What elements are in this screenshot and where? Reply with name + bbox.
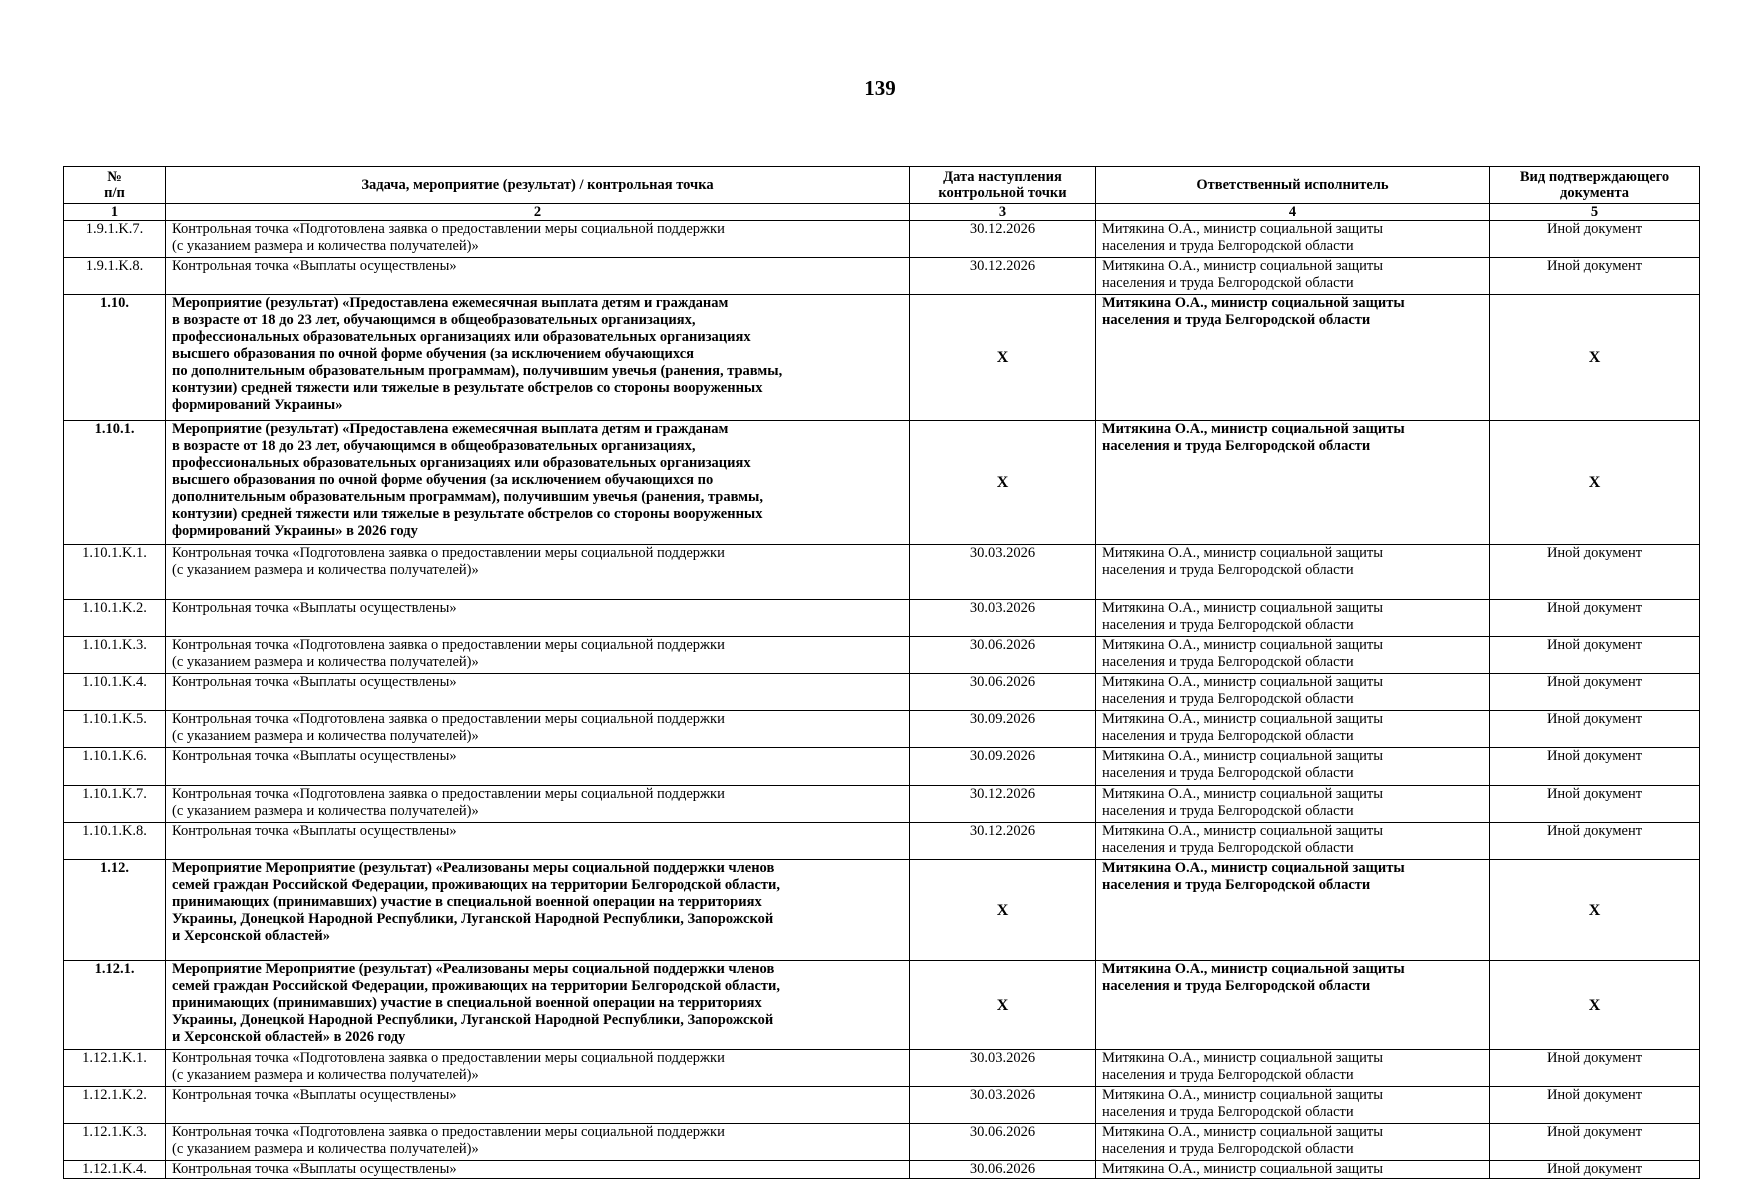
- column-number-cell: 1: [64, 204, 166, 221]
- table-row: [64, 711, 1700, 748]
- row-task: [166, 1050, 910, 1087]
- row-task: [166, 711, 910, 748]
- row-task: [166, 258, 910, 295]
- table-row: [64, 1050, 1700, 1087]
- row-task-line: Контрольная точка «Подготовлена заявка о предоставлении меры социальной поддержки: [172, 221, 725, 237]
- row-executor-line: населения и труда Белгородской области: [1102, 691, 1354, 707]
- row-number: 1.12.1.: [64, 961, 166, 1050]
- row-number: 1.9.1.K.8.: [64, 258, 166, 295]
- table-body: [64, 221, 1700, 1179]
- row-document-type: Иной документ: [1490, 1087, 1700, 1124]
- row-document-type: X: [1490, 961, 1700, 1050]
- column-number-cell: 5: [1490, 204, 1700, 221]
- row-task-line: (с указанием размера и количества получателей)»: [172, 1141, 479, 1157]
- header-document-type: [1490, 167, 1700, 204]
- row-executor-line: населения и труда Белгородской области: [1102, 238, 1354, 254]
- row-document-type: Иной документ: [1490, 545, 1700, 600]
- row-document-type: Иной документ: [1490, 221, 1700, 258]
- row-task-line: Контрольная точка «Выплаты осуществлены»: [172, 748, 457, 764]
- row-task: [166, 748, 910, 786]
- row-task-line: Мероприятие (результат) «Предоставлена ежемесячная выплата детям и гражданам: [172, 421, 729, 437]
- row-document-type: X: [1490, 860, 1700, 961]
- row-executor: [1096, 295, 1490, 421]
- row-date: 30.12.2026: [910, 258, 1096, 295]
- column-number-cell: 3: [910, 204, 1096, 221]
- row-date: X: [910, 421, 1096, 545]
- table-row: [64, 748, 1700, 786]
- row-document-type: Иной документ: [1490, 637, 1700, 674]
- row-document-type: Иной документ: [1490, 600, 1700, 637]
- table-row: [64, 600, 1700, 637]
- row-document-type: Иной документ: [1490, 1124, 1700, 1161]
- row-executor: [1096, 258, 1490, 295]
- row-task: [166, 786, 910, 823]
- row-number: 1.12.1.K.2.: [64, 1087, 166, 1124]
- row-task-line: Контрольная точка «Выплаты осуществлены»: [172, 1087, 457, 1103]
- row-date: 30.12.2026: [910, 221, 1096, 258]
- row-executor-line: населения и труда Белгородской области: [1102, 840, 1354, 856]
- row-task-line: (с указанием размера и количества получателей)»: [172, 562, 479, 578]
- row-task-line: профессиональных образовательных организациях или образовательных организациях: [172, 455, 751, 471]
- row-executor-line: населения и труда Белгородской области: [1102, 1104, 1354, 1120]
- row-task-line: принимающих (принимавших) участие в специальной военной операции на территориях: [172, 894, 762, 910]
- row-task-line: (с указанием размера и количества получателей)»: [172, 1067, 479, 1083]
- row-executor-line: Митякина О.А., министр социальной защиты: [1102, 295, 1405, 311]
- row-executor-line: Митякина О.А., министр социальной защиты: [1102, 711, 1383, 727]
- row-date: 30.06.2026: [910, 674, 1096, 711]
- row-date: X: [910, 295, 1096, 421]
- row-document-type: Иной документ: [1490, 674, 1700, 711]
- row-executor-line: Митякина О.А., министр социальной защиты: [1102, 823, 1383, 839]
- row-task-line: Контрольная точка «Подготовлена заявка о предоставлении меры социальной поддержки: [172, 1050, 725, 1066]
- row-date: 30.06.2026: [910, 637, 1096, 674]
- row-executor-line: Митякина О.А., министр социальной защиты: [1102, 860, 1405, 876]
- row-executor: [1096, 1161, 1490, 1179]
- header-date: [910, 167, 1096, 204]
- header-row: [64, 167, 1700, 204]
- row-executor: [1096, 1124, 1490, 1161]
- row-date: 30.12.2026: [910, 823, 1096, 860]
- row-document-type: Иной документ: [1490, 1161, 1700, 1179]
- row-number: 1.10.1.K.1.: [64, 545, 166, 600]
- table-row: [64, 823, 1700, 860]
- row-task-line: семей граждан Российской Федерации, проживающих на территории Белгородской области,: [172, 978, 780, 994]
- table-row: [64, 961, 1700, 1050]
- row-task-line: (с указанием размера и количества получателей)»: [172, 654, 479, 670]
- row-executor: [1096, 711, 1490, 748]
- row-executor-line: населения и труда Белгородской области: [1102, 765, 1354, 781]
- row-task: [166, 637, 910, 674]
- header-task: [166, 167, 910, 204]
- row-task-line: и Херсонской областей»: [172, 928, 330, 944]
- row-task-line: формирований Украины»: [172, 397, 343, 413]
- row-task-line: контузии) средней тяжести или тяжелые в результате обстрелов со стороны вооруженных: [172, 506, 763, 522]
- row-executor-line: населения и труда Белгородской области: [1102, 1067, 1354, 1083]
- row-task-line: профессиональных образовательных организациях или образовательных организациях: [172, 329, 751, 345]
- row-task-line: Мероприятие Мероприятие (результат) «Реализованы меры социальной поддержки членов: [172, 860, 775, 876]
- row-date: X: [910, 961, 1096, 1050]
- row-document-type: Иной документ: [1490, 748, 1700, 786]
- table-row: [64, 545, 1700, 600]
- row-executor-line: Митякина О.А., министр социальной защиты: [1102, 1124, 1383, 1140]
- row-number: 1.12.1.K.4.: [64, 1161, 166, 1179]
- row-executor: [1096, 637, 1490, 674]
- row-task-line: высшего образования по очной форме обучения (за исключением обучающихся: [172, 346, 694, 362]
- row-task-line: Контрольная точка «Выплаты осуществлены»: [172, 600, 457, 616]
- row-executor-line: населения и труда Белгородской области: [1102, 617, 1354, 633]
- row-document-type: X: [1490, 295, 1700, 421]
- row-document-type: Иной документ: [1490, 823, 1700, 860]
- table-row: [64, 637, 1700, 674]
- row-number: 1.10.1.K.4.: [64, 674, 166, 711]
- header-executor-line: Ответственный исполнитель: [1196, 177, 1389, 193]
- row-number: 1.10.1.K.2.: [64, 600, 166, 637]
- page-number: 139: [864, 76, 896, 100]
- row-executor-line: населения и труда Белгородской области: [1102, 728, 1354, 744]
- row-executor: [1096, 1050, 1490, 1087]
- row-date: 30.03.2026: [910, 545, 1096, 600]
- header-number: [64, 167, 166, 204]
- row-executor-line: Митякина О.А., министр социальной защиты: [1102, 600, 1383, 616]
- row-executor: [1096, 786, 1490, 823]
- row-task: [166, 221, 910, 258]
- row-task-line: Украины, Донецкой Народной Республики, Луганской Народной Республики, Запорожской: [172, 1012, 774, 1028]
- row-document-type: Иной документ: [1490, 1050, 1700, 1087]
- row-task-line: Контрольная точка «Выплаты осуществлены»: [172, 258, 457, 274]
- header-number-line: п/п: [104, 185, 125, 201]
- row-executor-line: населения и труда Белгородской области: [1102, 438, 1371, 454]
- row-executor-line: населения и труда Белгородской области: [1102, 803, 1354, 819]
- row-date: X: [910, 860, 1096, 961]
- row-document-type: Иной документ: [1490, 786, 1700, 823]
- header-document-type-line: Вид подтверждающего: [1519, 169, 1670, 185]
- row-number: 1.10.: [64, 295, 166, 421]
- row-date: 30.09.2026: [910, 748, 1096, 786]
- header-date-line: контрольной точки: [938, 185, 1067, 201]
- row-number: 1.10.1.: [64, 421, 166, 545]
- row-task-line: Мероприятие (результат) «Предоставлена ежемесячная выплата детям и гражданам: [172, 295, 729, 311]
- row-task-line: семей граждан Российской Федерации, проживающих на территории Белгородской области,: [172, 877, 780, 893]
- row-task-line: Контрольная точка «Выплаты осуществлены»: [172, 1161, 457, 1177]
- row-number: 1.10.1.K.3.: [64, 637, 166, 674]
- row-task-line: формирований Украины» в 2026 году: [172, 523, 418, 539]
- row-number: 1.10.1.K.8.: [64, 823, 166, 860]
- row-task-line: Контрольная точка «Подготовлена заявка о предоставлении меры социальной поддержки: [172, 1124, 725, 1140]
- row-task-line: высшего образования по очной форме обучения (за исключением обучающихся по: [172, 472, 714, 488]
- row-executor: [1096, 961, 1490, 1050]
- row-task: [166, 674, 910, 711]
- row-task: [166, 1124, 910, 1161]
- row-date: 30.12.2026: [910, 786, 1096, 823]
- header-task-line: Задача, мероприятие (результат) / контрольная точка: [361, 177, 714, 193]
- row-task-line: в возрасте от 18 до 23 лет, обучающимся в общеобразовательных организациях,: [172, 312, 696, 328]
- row-document-type: Иной документ: [1490, 258, 1700, 295]
- row-number: 1.12.1.K.1.: [64, 1050, 166, 1087]
- row-task-line: принимающих (принимавших) участие в специальной военной операции на территориях: [172, 995, 762, 1011]
- row-executor-line: населения и труда Белгородской области: [1102, 1141, 1354, 1157]
- row-executor: [1096, 748, 1490, 786]
- row-executor-line: населения и труда Белгородской области: [1102, 654, 1354, 670]
- row-task-line: (с указанием размера и количества получателей)»: [172, 803, 479, 819]
- row-executor: [1096, 860, 1490, 961]
- row-task-line: Мероприятие Мероприятие (результат) «Реализованы меры социальной поддержки членов: [172, 961, 775, 977]
- row-executor: [1096, 421, 1490, 545]
- row-task-line: (с указанием размера и количества получателей)»: [172, 238, 479, 254]
- row-date: 30.09.2026: [910, 711, 1096, 748]
- row-task-line: Украины, Донецкой Народной Республики, Луганской Народной Республики, Запорожской: [172, 911, 774, 927]
- row-executor-line: населения и труда Белгородской области: [1102, 562, 1354, 578]
- row-executor-line: Митякина О.А., министр социальной защиты: [1102, 1050, 1383, 1066]
- control-points-table: [63, 166, 1700, 1179]
- table-row: [64, 674, 1700, 711]
- table-row: [64, 258, 1700, 295]
- row-executor: [1096, 545, 1490, 600]
- row-task-line: (с указанием размера и количества получателей)»: [172, 728, 479, 744]
- column-number-cell: 2: [166, 204, 910, 221]
- row-task: [166, 295, 910, 421]
- row-executor-line: Митякина О.А., министр социальной защиты: [1102, 1087, 1383, 1103]
- column-number-row: [64, 204, 1700, 221]
- header-date-line: Дата наступления: [943, 169, 1062, 185]
- row-task-line: Контрольная точка «Подготовлена заявка о предоставлении меры социальной поддержки: [172, 637, 725, 653]
- row-task: [166, 1087, 910, 1124]
- row-task-line: Контрольная точка «Подготовлена заявка о предоставлении меры социальной поддержки: [172, 786, 725, 802]
- row-executor-line: Митякина О.А., министр социальной защиты: [1102, 221, 1383, 237]
- row-executor: [1096, 600, 1490, 637]
- row-task-line: Контрольная точка «Подготовлена заявка о предоставлении меры социальной поддержки: [172, 711, 725, 727]
- table-row: [64, 221, 1700, 258]
- row-executor: [1096, 823, 1490, 860]
- row-task: [166, 1161, 910, 1179]
- table-row: [64, 1161, 1700, 1179]
- header-executor: [1096, 167, 1490, 204]
- row-number: 1.12.1.K.3.: [64, 1124, 166, 1161]
- row-executor-line: Митякина О.А., министр социальной защиты: [1102, 748, 1383, 764]
- table-row: [64, 295, 1700, 421]
- row-document-type: X: [1490, 421, 1700, 545]
- header-number-line: №: [107, 169, 122, 185]
- row-task-line: дополнительным образовательным программам), получившим увечья (ранения, травмы,: [172, 489, 763, 505]
- table-row: [64, 421, 1700, 545]
- row-executor-line: Митякина О.А., министр социальной защиты: [1102, 421, 1405, 437]
- row-task: [166, 421, 910, 545]
- row-task-line: Контрольная точка «Выплаты осуществлены»: [172, 823, 457, 839]
- row-task: [166, 860, 910, 961]
- row-number: 1.10.1.K.7.: [64, 786, 166, 823]
- row-executor-line: Митякина О.А., министр социальной защиты: [1102, 637, 1383, 653]
- row-task-line: Контрольная точка «Подготовлена заявка о предоставлении меры социальной поддержки: [172, 545, 725, 561]
- row-executor-line: Митякина О.А., министр социальной защиты: [1102, 961, 1405, 977]
- row-task: [166, 600, 910, 637]
- row-number: 1.9.1.K.7.: [64, 221, 166, 258]
- row-executor-line: Митякина О.А., министр социальной защиты: [1102, 786, 1383, 802]
- row-task-line: контузии) средней тяжести или тяжелые в результате обстрелов со стороны вооруженных: [172, 380, 763, 396]
- row-date: 30.06.2026: [910, 1161, 1096, 1179]
- row-executor-line: населения и труда Белгородской области: [1102, 312, 1371, 328]
- row-task-line: в возрасте от 18 до 23 лет, обучающимся в общеобразовательных организациях,: [172, 438, 696, 454]
- row-date: 30.03.2026: [910, 1050, 1096, 1087]
- header-document-type-line: документа: [1559, 185, 1629, 201]
- row-task-line: Контрольная точка «Выплаты осуществлены»: [172, 674, 457, 690]
- table-row: [64, 786, 1700, 823]
- row-executor-line: населения и труда Белгородской области: [1102, 275, 1354, 291]
- table-row: [64, 1124, 1700, 1161]
- row-number: 1.10.1.K.5.: [64, 711, 166, 748]
- row-number: 1.12.: [64, 860, 166, 961]
- row-executor: [1096, 1087, 1490, 1124]
- row-executor-line: Митякина О.А., министр социальной защиты: [1102, 545, 1383, 561]
- row-number: 1.10.1.K.6.: [64, 748, 166, 786]
- row-task: [166, 545, 910, 600]
- column-number-cell: 4: [1096, 204, 1490, 221]
- row-date: 30.06.2026: [910, 1124, 1096, 1161]
- row-document-type: Иной документ: [1490, 711, 1700, 748]
- row-executor-line: Митякина О.А., министр социальной защиты: [1102, 1161, 1383, 1177]
- row-executor-line: населения и труда Белгородской области: [1102, 877, 1371, 893]
- row-executor: [1096, 674, 1490, 711]
- row-task-line: по дополнительным образовательным программам), получившим увечья (ранения, травмы,: [172, 363, 783, 379]
- row-executor-line: Митякина О.А., министр социальной защиты: [1102, 674, 1383, 690]
- row-date: 30.03.2026: [910, 600, 1096, 637]
- row-executor-line: Митякина О.А., министр социальной защиты: [1102, 258, 1383, 274]
- table-row: [64, 1087, 1700, 1124]
- row-task: [166, 823, 910, 860]
- table-row: [64, 860, 1700, 961]
- row-date: 30.03.2026: [910, 1087, 1096, 1124]
- row-executor-line: населения и труда Белгородской области: [1102, 978, 1371, 994]
- row-task-line: и Херсонской областей» в 2026 году: [172, 1029, 406, 1045]
- row-task: [166, 961, 910, 1050]
- row-executor: [1096, 221, 1490, 258]
